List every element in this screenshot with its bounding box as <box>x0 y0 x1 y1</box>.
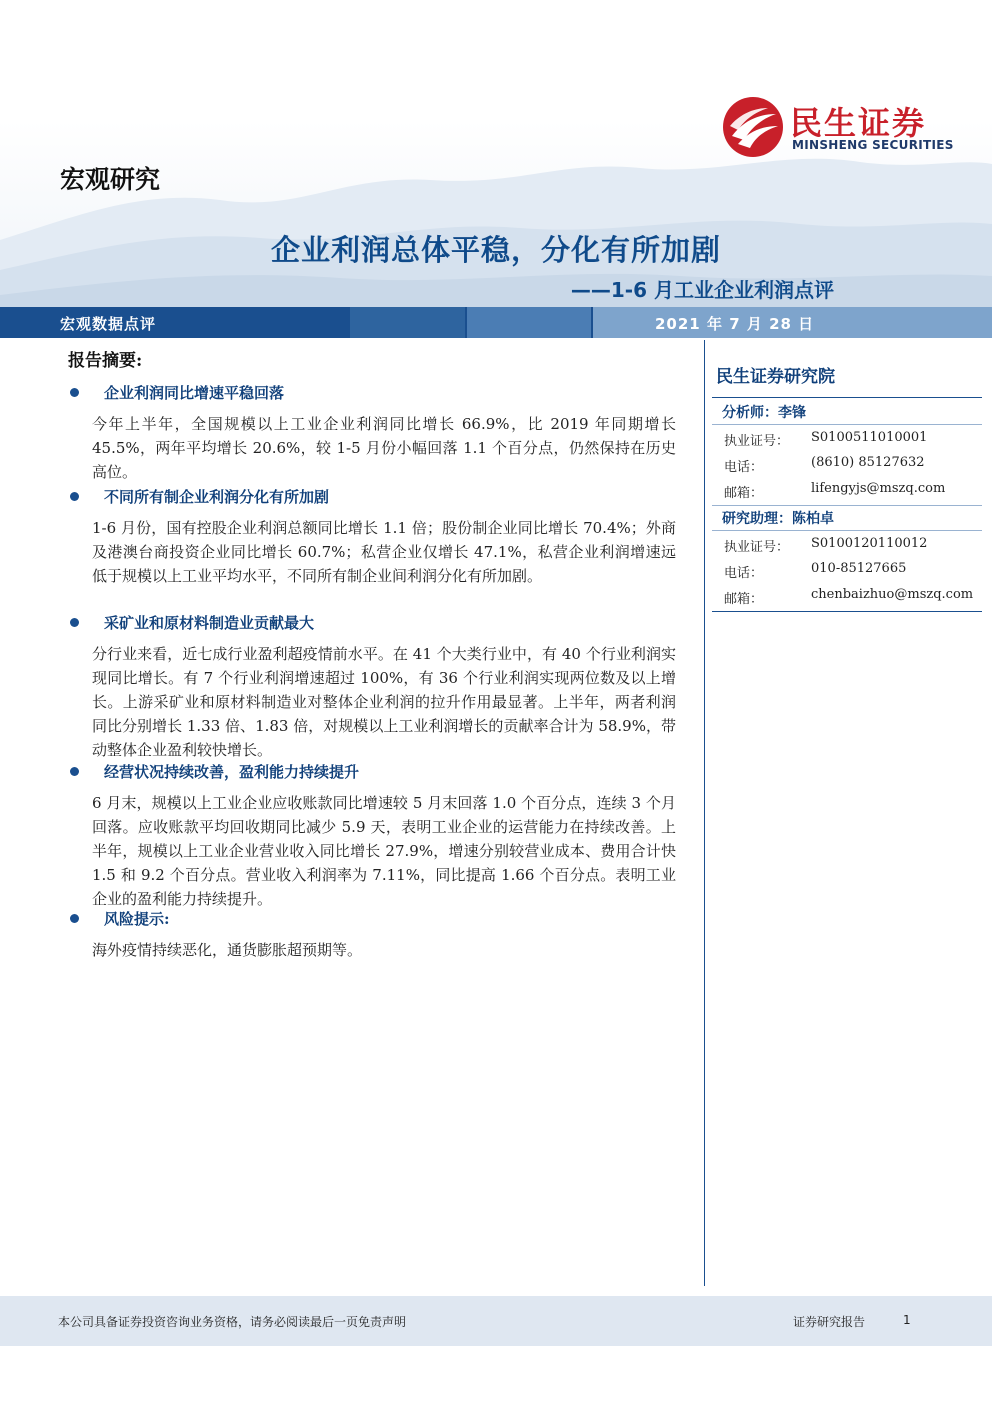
divider <box>712 530 982 531</box>
assistant-phone-label: 电话： <box>724 566 764 581</box>
column-divider <box>704 340 705 1286</box>
summary-section <box>68 382 678 484</box>
divider <box>712 611 982 612</box>
section-body: 分行业来看，近七成行业盈利超疫情前水平。在 41 个大类行业中，有 40 个行业利润实现同比增长。有 7 个行业利润增速超过 100%，有 36 个行业利润实现两位数及以上增长。上游采矿业和原材料制造业对整体企业利润的拉升作用最显著。上半年，两者利润同比分别增长 1.33 倍、1.83 倍，对规模以上工业利润增长的贡献率合计为 58.9%，带动整体企业盈利较快增长。 <box>92 645 676 759</box>
brand-name-cn: 民生证券 <box>790 104 927 142</box>
risk-body: 海外疫情持续恶化，通货膨胀超预期等。 <box>92 941 363 959</box>
bullet-icon <box>70 388 79 397</box>
band-segment <box>467 307 591 338</box>
report-title: 企业利润总体平稳，分化有所加剧 <box>270 233 721 267</box>
band-segment <box>350 307 465 338</box>
assistant-phone: 010-85127665 <box>811 561 907 576</box>
institute-name: 民生证券研究院 <box>716 367 835 387</box>
summary-section <box>68 486 678 588</box>
section-title: 不同所有制企业利润分化有所加剧 <box>104 488 330 506</box>
bullet-icon <box>70 618 79 627</box>
risk-title: 风险提示: <box>104 910 170 928</box>
section-title: 经营状况持续改善，盈利能力持续提升 <box>104 763 360 781</box>
analyst-email-label: 邮箱： <box>724 486 764 501</box>
report-category: 宏观研究 <box>60 165 161 194</box>
assistant-heading: 研究助理：陈柏卓 <box>722 511 834 527</box>
divider <box>712 424 982 425</box>
page-footer <box>0 1296 992 1346</box>
section-body: 今年上半年，全国规模以上工业企业利润同比增长 66.9%，比 2019 年同期增长 45.5%，两年平均增长 20.6%，较 1-5 月份小幅回落 1.1 个百分点，仍然保持在历史高位。 <box>92 415 676 481</box>
assistant-cert-label: 执业证号： <box>724 540 790 555</box>
analyst-email: lifengyjs@mszq.com <box>811 481 946 496</box>
summary-section <box>68 908 678 962</box>
assistant-email: chenbaizhuo@mszq.com <box>811 587 974 602</box>
header-band <box>0 307 992 338</box>
footer-disclaimer: 本公司具备证券投资咨询业务资格，请务必阅读最后一页免责声明 <box>58 1315 407 1329</box>
analyst-cert-label: 执业证号： <box>724 434 790 449</box>
summary-heading: 报告摘要: <box>68 351 143 371</box>
assistant-email-label: 邮箱： <box>724 592 764 607</box>
analyst-heading: 分析师：李锋 <box>722 405 806 421</box>
bullet-icon <box>70 492 79 501</box>
brand-logo <box>722 96 952 158</box>
divider <box>712 505 982 506</box>
analyst-cert: S0100511010001 <box>811 430 928 445</box>
divider <box>712 397 982 398</box>
section-title: 企业利润同比增速平稳回落 <box>104 384 285 402</box>
bullet-icon <box>70 767 79 776</box>
section-title: 采矿业和原材料制造业贡献最大 <box>104 614 315 632</box>
footer-doc-type: 证券研究报告 <box>793 1315 866 1329</box>
minsheng-swoosh-logo-icon <box>722 96 784 158</box>
report-date: 2021 年 7 月 28 日 <box>655 315 815 333</box>
bullet-icon <box>70 914 79 923</box>
report-subtitle: ——1-6 月工业企业利润点评 <box>570 278 834 302</box>
page-number: 1 <box>903 1313 911 1327</box>
assistant-cert: S0100120110012 <box>811 536 928 551</box>
section-body: 1-6 月份，国有控股企业利润总额同比增长 1.1 倍；股份制企业同比增长 70.4%；外商及港澳台商投资企业同比增长 60.7%；私营企业仅增长 47.1%，私营企业利润增速远低于规模以上工业平均水平，不同所有制企业间利润分化有所加剧。 <box>92 519 676 585</box>
analyst-phone-label: 电话： <box>724 460 764 475</box>
summary-section <box>68 761 678 911</box>
analyst-phone: (8610) 85127632 <box>811 455 925 470</box>
report-type-label: 宏观数据点评 <box>60 315 157 333</box>
summary-section <box>68 612 678 762</box>
section-body: 6 月末，规模以上工业企业应收账款同比增速较 5 月末回落 1.0 个百分点，连续 3 个月回落。应收账款平均回收期同比减少 5.9 天，表明工业企业的运营能力在持续改善。上半年，规模以上工业企业营业收入同比增长 27.9%，增速分别较营业成本、费用合计快 1.5 和 9.2 个百分点。营业收入利润率为 7.11%，同比提高 1.66 个百分点。表明工业企业的盈利能力持续提升。 <box>92 794 676 908</box>
brand-name-en: MINSHENG SECURITIES <box>792 138 954 152</box>
